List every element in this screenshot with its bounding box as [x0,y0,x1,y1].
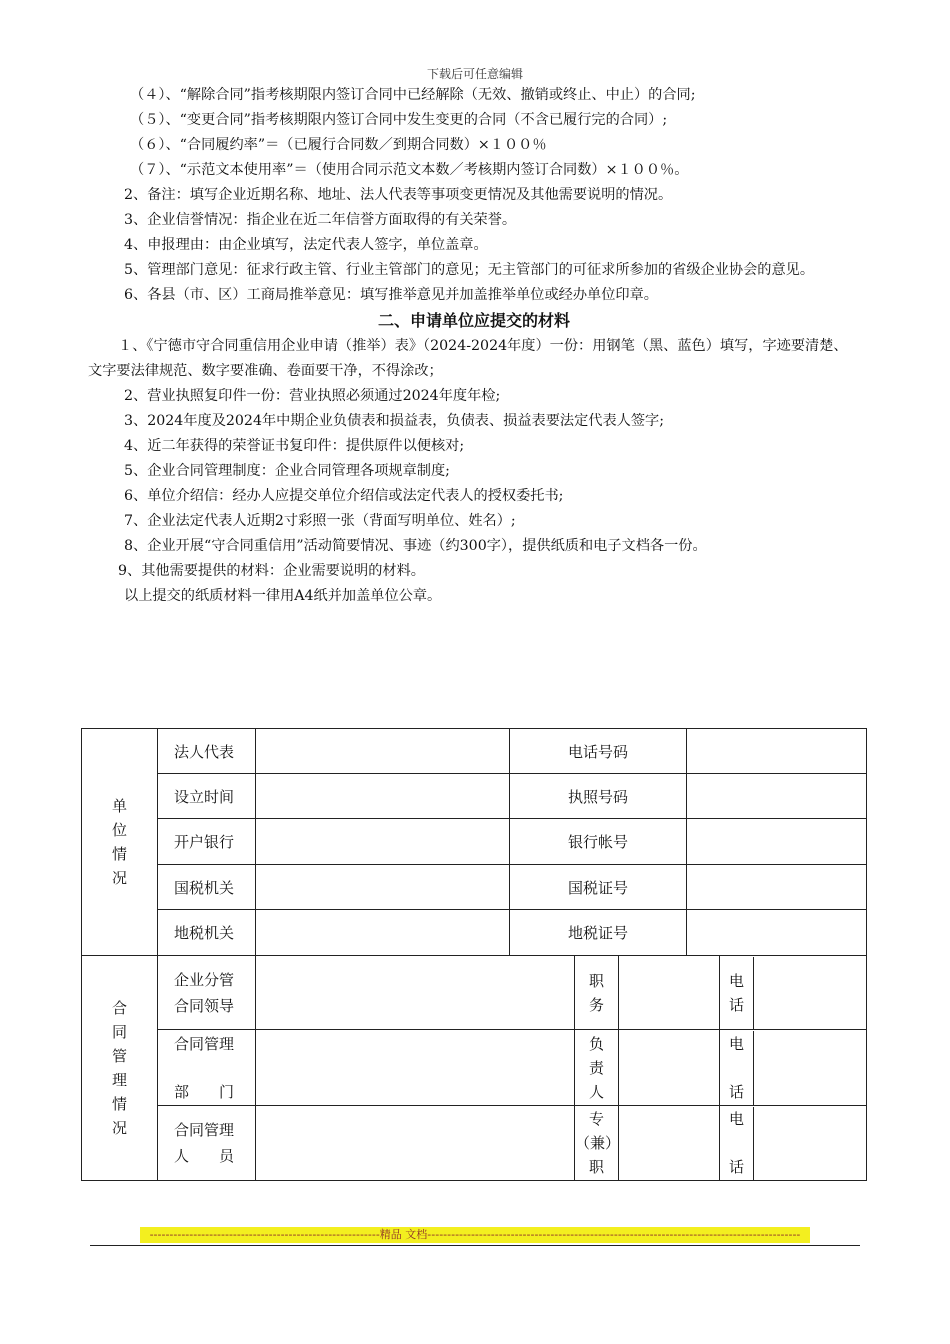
national-tax-number-field[interactable] [687,865,867,910]
contract-dept-label [158,1030,256,1106]
footer-watermark: ----------------------------------------------------------精品 文档---------------------------------------------------------------------------------------------- [140,1227,810,1243]
label-line [720,1131,753,1155]
license-number-label: 执照号码 [510,774,687,819]
note-management-opinion: 5、管理部门意见：征求行政主管、行业主管部门的意见；无主管部门的可征求所参加的省级企业协会的意见。 [124,262,815,278]
label-line: 责 [588,1058,604,1077]
local-tax-number-label: 地税证号 [510,910,687,956]
license-number-field[interactable] [687,774,867,819]
label-line: 负 [588,1034,604,1053]
dept-phone-cell [720,1030,867,1106]
contract-leader-label [158,956,256,1030]
document-body [88,83,860,609]
leader-phone-label [720,957,754,1029]
dept-phone-field[interactable] [754,1031,866,1105]
local-tax-office-field[interactable] [256,910,510,956]
unit-situation-label [82,729,158,956]
label-line: 话 [729,1082,745,1101]
position-field[interactable] [619,956,720,1030]
section-title: 二、申请单位应提交的材料 [377,311,570,330]
bank-account-label: 银行帐号 [510,819,687,865]
label-line: 职 [588,971,604,990]
material-6: 6、单位介绍信：经办人应提交单位介绍信或法定代表人的授权委托书; [124,488,564,504]
definition-5: （５）、“变更合同”指考核期限内签订合同中发生变更的合同（不含已履行完的合同）; [130,112,668,128]
unit-group-char: 单 [111,797,127,815]
national-tax-number-label: 国税证号 [510,865,687,910]
material-1: １、《宁德市守合同重信用企业申请（推举）表》（2024-2024年度）一份：用钢笔（黑、蓝色）填写，字迹要清楚、文字要法律规范、数字要准确、卷面要干净，不得涂改； [88,338,848,379]
material-9: 9、其他需要提供的材料：企业需要说明的材料。 [118,563,425,579]
download-note: 下载后可任意编辑 [426,67,523,81]
contract-management-label [82,956,158,1181]
label-line: （兼） [575,1134,621,1152]
contract-dept-field[interactable] [256,1030,575,1106]
contract-staff-label [158,1106,256,1181]
enterprise-info-table [81,728,867,1181]
dept-phone-label [720,1031,754,1105]
label-line: 电 [729,1034,745,1053]
staff-phone-field[interactable] [754,1107,866,1180]
bank-field[interactable] [256,819,510,865]
contract-group-char: 理 [111,1071,127,1089]
national-tax-office-field[interactable] [256,865,510,910]
material-5: 5、企业合同管理制度：企业合同管理各项规章制度; [124,463,450,479]
label-line [174,1056,255,1080]
label-line: 话 [729,1158,745,1176]
contract-group-char: 况 [111,1119,127,1137]
bank-account-field[interactable] [687,819,867,865]
label-line: 电 [729,1110,745,1128]
contract-leader-field[interactable] [256,956,575,1030]
label-line: 合同领导 [174,996,235,1015]
note-county-opinion: 6、各县（市、区）工商局推举意见：填写推举意见并加盖推举单位或经办单位印章。 [124,287,658,303]
footer-divider [90,1245,860,1246]
definition-6: （６）、“合同履约率”＝（已履行合同数／到期合同数）×１００％ [130,137,547,153]
contract-group-char: 同 [111,1023,127,1041]
note-reason: 4、申报理由：由企业填写，法定代表人签字，单位盖章。 [124,237,488,253]
label-line: 部 门 [174,1083,235,1101]
label-line: 合同管理 [174,1121,235,1139]
local-tax-office-label: 地税机关 [158,910,256,956]
closing-note: 以上提交的纸质材料一律用A4纸并加盖单位公章。 [124,588,442,604]
label-line: 专 [588,1110,604,1128]
full-part-time-field[interactable] [619,1106,720,1181]
label-line: 务 [588,995,604,1014]
staff-phone-label [720,1107,754,1180]
contract-group-char: 管 [111,1047,127,1065]
unit-group-char: 况 [111,869,127,887]
contract-group-char: 合 [111,999,127,1017]
definition-7: （７）、“示范文本使用率”＝（使用合同示范文本数／考核期内签订合同数）×１００％。 [130,162,689,178]
unit-group-char: 位 [111,821,127,839]
established-date-label: 设立时间 [158,774,256,819]
label-line: 电 [729,971,745,990]
local-tax-number-field[interactable] [687,910,867,956]
contract-group-char: 情 [111,1095,127,1113]
national-tax-office-label: 国税机关 [158,865,256,910]
full-part-time-label [575,1106,619,1181]
definition-4: （４）、“解除合同”指考核期限内签订合同中已经解除（无效、撤销或终止、中止）的合同; [130,87,696,103]
bank-label: 开户银行 [158,819,256,865]
position-label [575,956,619,1030]
material-7: 7、企业法定代表人近期2寸彩照一张（背面写明单位、姓名）; [124,513,516,529]
dept-head-label [575,1030,619,1106]
leader-phone-field[interactable] [754,957,866,1029]
dept-head-field[interactable] [619,1030,720,1106]
label-line: 合同管理 [174,1035,235,1053]
leader-phone-cell [720,956,867,1030]
contract-staff-field[interactable] [256,1106,575,1181]
label-line: 职 [588,1158,604,1176]
staff-phone-cell [720,1106,867,1181]
established-date-field[interactable] [256,774,510,819]
label-line: 人 [588,1082,604,1101]
legal-rep-label: 法人代表 [158,729,256,774]
label-line: 企业分管 [174,970,235,989]
legal-rep-field[interactable] [256,729,510,774]
phone-number-field[interactable] [687,729,867,774]
label-line [720,1056,753,1080]
material-4: 4、近二年获得的荣誉证书复印件：提供原件以便核对; [124,438,465,454]
label-line: 人 员 [174,1147,235,1165]
label-line: 话 [729,995,745,1014]
material-8: 8、企业开展“守合同重信用”活动简要情况、事迹（约300字），提供纸质和电子文档各一份。 [124,538,707,554]
phone-number-label: 电话号码 [510,729,687,774]
note-remarks: 2、备注：填写企业近期名称、地址、法人代表等事项变更情况及其他需要说明的情况。 [124,187,673,203]
unit-group-char: 情 [111,845,127,863]
note-reputation: 3、企业信誉情况：指企业在近二年信誉方面取得的有关荣誉。 [124,212,517,228]
material-3: 3、2024年度及2024年中期企业负债表和损益表，负债表、损益表要法定代表人签字; [124,413,665,429]
material-2: 2、营业执照复印件一份：营业执照必须通过2024年度年检; [124,388,501,404]
